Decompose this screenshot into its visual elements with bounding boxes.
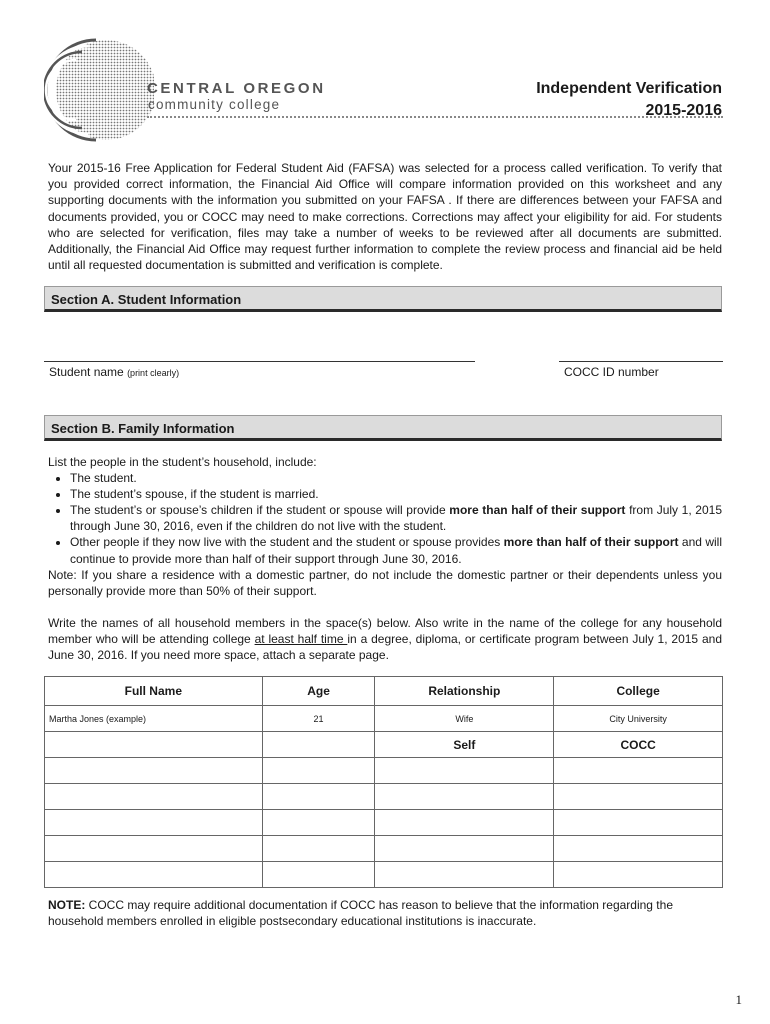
example-relationship: Wife	[375, 706, 554, 732]
table-row[interactable]	[45, 758, 723, 784]
cocc-id-label: COCC ID number	[564, 365, 659, 379]
college-cell[interactable]	[554, 758, 723, 784]
self-name-cell[interactable]	[45, 732, 263, 758]
name-cell[interactable]	[45, 836, 263, 862]
age-cell[interactable]	[262, 784, 375, 810]
list-item: • The student’s spouse, if the student is married.	[70, 486, 722, 502]
section-b-title: Section B. Family Information	[51, 421, 235, 436]
section-a-header	[44, 286, 722, 312]
name-cell[interactable]	[45, 758, 263, 784]
col-relationship: Relationship	[375, 677, 554, 706]
college-cell[interactable]	[554, 784, 723, 810]
cocc-logo	[44, 34, 154, 144]
section-a-title: Section A. Student Information	[51, 292, 242, 307]
self-relationship: Self	[375, 732, 554, 758]
table-header-row	[45, 677, 723, 706]
student-name-line[interactable]	[44, 361, 475, 362]
page-number: 1	[735, 992, 742, 1007]
example-college: City University	[554, 706, 723, 732]
relationship-cell[interactable]	[375, 810, 554, 836]
partner-note: Note: If you share a residence with a domestic partner, do not include the domestic partner or their dependents unless you personally provide more than 50% of their support.	[48, 567, 722, 598]
brand-subtitle: community college	[148, 97, 281, 112]
page-year: 2015-2016	[645, 102, 722, 119]
col-full-name: Full Name	[45, 677, 263, 706]
intro-paragraph: Your 2015-16 Free Application for Federal Student Aid (FAFSA) was selected for a process called verification. To verify that you provided correct information, the Financial Aid Office will compare information provided on this worksheet and any supporting documents with the information you submitted on your FAFSA . If there are differences between your FAFSA and documents provided, you or COCC may need to make corrections. Corrections may affect your eligibility for aid. For students who are selected for verification, files may take a number of weeks to be reviewed after all documents are submitted. Additionally, the Financial Aid Office may request further information to complete the review process and financial aid be held until all requested documentation is submitted and verification is complete.	[48, 161, 722, 273]
family-instructions	[48, 454, 722, 663]
age-cell[interactable]	[262, 836, 375, 862]
table-row[interactable]	[45, 862, 723, 888]
list-intro: List the people in the student’s household, include:	[48, 455, 317, 469]
name-cell[interactable]	[45, 862, 263, 888]
name-cell[interactable]	[45, 784, 263, 810]
brand-name: CENTRAL OREGON	[147, 80, 326, 97]
bottom-note	[48, 897, 722, 930]
student-name-label	[49, 365, 179, 379]
list-item: • The student’s or spouse’s children if the student or spouse will provide more than half of their support from July 1, 2015 through June 30, 2016, even if the children do not live with the student.	[70, 502, 722, 534]
college-cell[interactable]	[554, 862, 723, 888]
student-name-text: Student name	[49, 365, 124, 379]
relationship-cell[interactable]	[375, 862, 554, 888]
self-row	[45, 732, 723, 758]
self-age-cell[interactable]	[262, 732, 375, 758]
section-b-header	[44, 415, 722, 441]
example-row	[45, 706, 723, 732]
student-name-hint: (print clearly)	[127, 368, 180, 378]
college-cell[interactable]	[554, 836, 723, 862]
self-college: COCC	[554, 732, 723, 758]
relationship-cell[interactable]	[375, 784, 554, 810]
college-cell[interactable]	[554, 810, 723, 836]
table-row[interactable]	[45, 810, 723, 836]
age-cell[interactable]	[262, 758, 375, 784]
note-text: COCC may require additional documentation if COCC has reason to believe that the information regarding the household members enrolled in eligible postsecondary educational institutions is inaccurate.	[48, 898, 673, 929]
list-item: • Other people if they now live with the student and the student or spouse provides more than half of their support and will continue to provide more than half of their support through June 30, 2016.	[70, 534, 722, 566]
example-age: 21	[262, 706, 375, 732]
relationship-cell[interactable]	[375, 758, 554, 784]
household-list	[48, 470, 722, 567]
example-name: Martha Jones (example)	[45, 706, 263, 732]
table-row[interactable]	[45, 784, 723, 810]
table-row[interactable]	[45, 836, 723, 862]
page-title: Independent Verification	[536, 80, 722, 97]
household-table	[44, 676, 723, 888]
relationship-cell[interactable]	[375, 836, 554, 862]
note-label: NOTE:	[48, 898, 86, 912]
cocc-id-line[interactable]	[559, 361, 723, 362]
name-cell[interactable]	[45, 810, 263, 836]
header-divider	[147, 116, 723, 118]
age-cell[interactable]	[262, 862, 375, 888]
col-college: College	[554, 677, 723, 706]
write-instructions: Write the names of all household members in the space(s) below. Also write in the name of the college for any household member who will be attending college at least half time in a degree, diploma, or certificate program between July 1, 2015 and June 30, 2016. If you need more space, attach a separate page.	[48, 615, 722, 663]
col-age: Age	[262, 677, 375, 706]
age-cell[interactable]	[262, 810, 375, 836]
list-item: • The student.	[70, 470, 722, 486]
